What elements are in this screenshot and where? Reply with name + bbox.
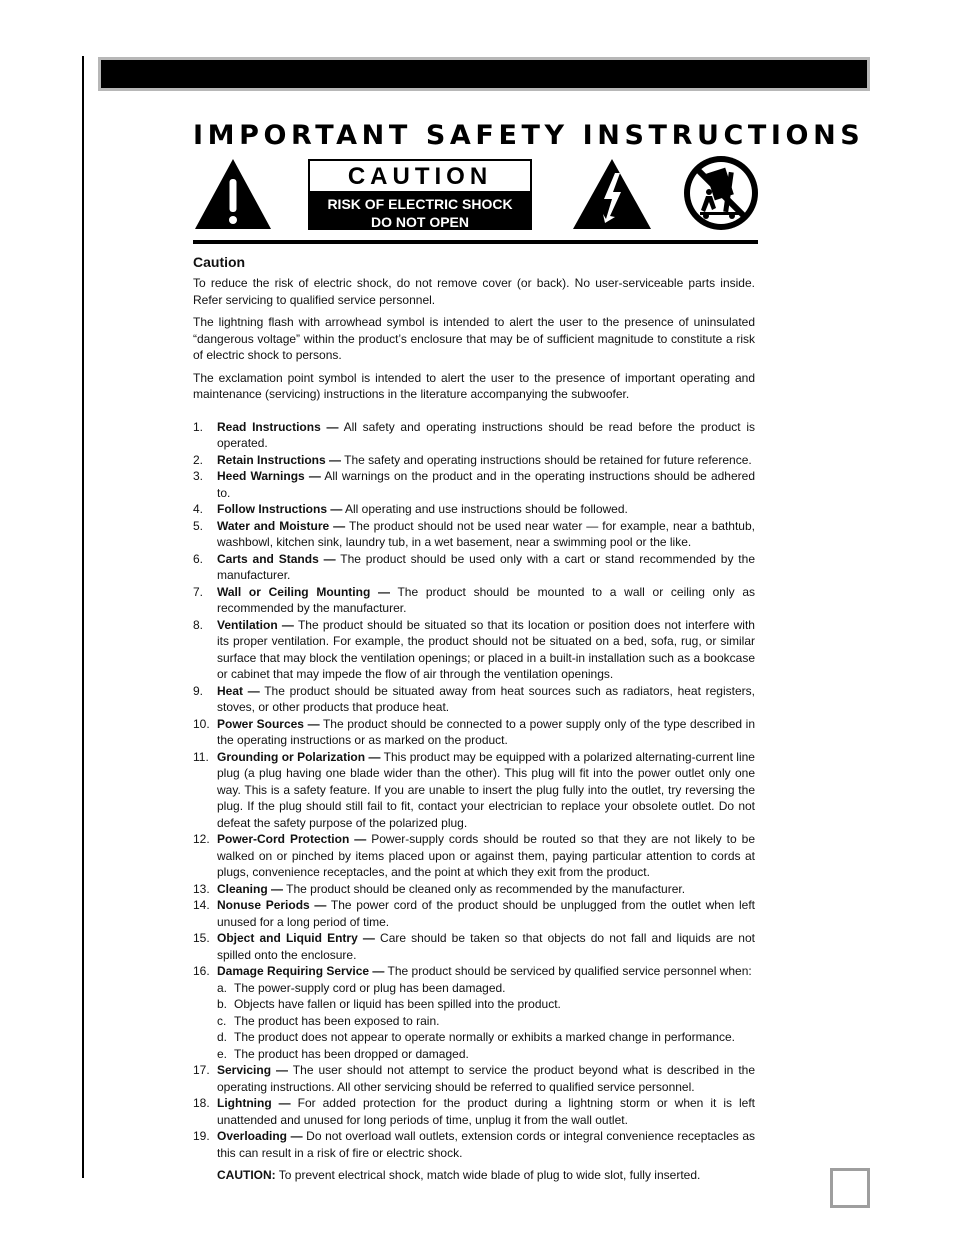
item-number: 19. (193, 1129, 210, 1143)
instruction-item (193, 452, 755, 469)
item-term: Heat — (217, 683, 260, 698)
exclamation-warning-icon (193, 157, 273, 231)
header-bar (98, 57, 870, 91)
instruction-item (193, 1095, 755, 1128)
item-term: Power-Cord Protection — (217, 832, 367, 846)
item-number: 3. (193, 469, 204, 483)
item-term: Water and Moisture — (217, 518, 346, 533)
title-rule (193, 240, 758, 244)
safety-content (193, 252, 755, 1184)
final-caution-label: CAUTION: (217, 1168, 276, 1182)
instruction-item (193, 584, 755, 617)
item-text: The product should not be used near water — for example, near a bathtub, washbowl, kitchen sink, laundry tub, in a wet basement, near a swimming pool or the like. (217, 518, 755, 549)
caution-line-2: DO NOT OPEN (370, 214, 469, 230)
caution-paragraph: To reduce the risk of electric shock, do not remove cover (or back). No user-serviceable parts inside. Refer servicing to qualified service personnel. (193, 276, 755, 307)
item-number: 18. (193, 1096, 210, 1110)
caution-paragraph: The exclamation point symbol is intended to alert the user to the presence of important operating and maintenance (servicing) instructions in the literature accompanying the subwoofer. (193, 370, 755, 401)
sublist-text: The power-supply cord or plug has been damaged. (234, 980, 506, 995)
sublist-item (217, 980, 755, 997)
item-term: Nonuse Periods — (217, 898, 327, 912)
item-text: The product should be situated away from heat sources such as radiators, heat registers, stoves, or other products that produce heat. (217, 683, 755, 714)
item-term: Power Sources — (217, 716, 320, 731)
item-term: Cleaning — (217, 881, 284, 896)
item-text: The safety and operating instructions should be retained for future reference. (341, 452, 752, 467)
lightning-bolt-warning-icon (571, 157, 653, 231)
item-text: The product should be mounted to a wall or ceiling only as recommended by the manufacturer. (217, 584, 755, 615)
item-term: Wall or Ceiling Mounting — (217, 584, 390, 599)
sublist-text: The product has been exposed to rain. (234, 1013, 440, 1028)
instruction-item (193, 897, 755, 930)
instruction-item (193, 617, 755, 683)
header-bar-fill (101, 60, 867, 88)
caution-heading: Caution (193, 254, 246, 270)
item-number: 14. (193, 898, 210, 912)
sublist-letter: b. (217, 997, 228, 1011)
instruction-item (193, 716, 755, 749)
item-text: This product may be equipped with a polarized alternating-current line plug (a plug having one blade wider than the other). This plug will fit into the power outlet only one way. This is a safety feature. If you are unable to insert the plug fully into the outlet, try reversing the plug. If the plug should still fail to fit, contact your electrician to replace your obsolete outlet. Do not defeat the safety purpose of the polarized plug. (217, 749, 755, 830)
item-term: Carts and Stands — (217, 551, 336, 566)
item-term: Grounding or Polarization — (217, 749, 381, 764)
item-text: Power-supply cords should be routed so that they are not likely to be walked on or pinched by items placed upon or against them, paying particular attention to cords at plugs, convenience receptacles, and the point at which they exit from the product. (217, 832, 756, 879)
item-number: 9. (193, 683, 204, 698)
item-term: Damage Requiring Service — (217, 964, 385, 978)
sublist-item (217, 1029, 755, 1046)
item-text: The product should be connected to a power supply only of the type described in the operating instructions or as marked on the product. (217, 716, 755, 747)
item-number: 2. (193, 452, 204, 467)
item-text: Care should be taken so that objects do not fall and liquids are not spilled onto the enclosure. (217, 931, 755, 962)
item-text: All warnings on the product and in the operating instructions should be adhered to. (217, 469, 755, 500)
item-number: 7. (193, 584, 204, 599)
final-caution-note (217, 1167, 755, 1184)
sublist-item (217, 1046, 755, 1063)
instruction-item (193, 930, 755, 963)
item-text: The user should not attempt to service the product beyond what is described in the operating instructions. All other servicing should be referred to qualified service personnel. (217, 1063, 755, 1094)
instruction-item (193, 468, 755, 501)
item-term: Retain Instructions — (217, 452, 342, 467)
instruction-item (193, 881, 755, 898)
instruction-item (193, 963, 755, 1062)
instruction-item (193, 419, 755, 452)
sublist-text: Objects have fallen or liquid has been spilled into the product. (234, 997, 561, 1011)
page-number-box (830, 1168, 870, 1208)
item-text: Do not overload wall outlets, extension cords or integral convenience receptacles as this can result in a risk of fire or electric shock. (217, 1129, 755, 1160)
instruction-item (193, 518, 755, 551)
sublist-text: The product does not appear to operate normally or exhibits a marked change in performance. (234, 1030, 735, 1044)
sublist-letter: c. (217, 1013, 227, 1028)
item-number: 13. (193, 881, 210, 896)
instruction-item (193, 683, 755, 716)
item-number: 1. (193, 419, 204, 434)
caution-line-1: RISK OF ELECTRIC SHOCK (327, 196, 513, 212)
sublist-text: The product has been dropped or damaged. (234, 1046, 469, 1061)
sublist-letter: d. (217, 1030, 228, 1044)
sublist-item (217, 996, 755, 1013)
caution-paragraph: The lightning flash with arrowhead symbol is intended to alert the user to the presence of uninsulated “dangerous voltage” within the product’s enclosure that may be of sufficient magnitude to constitute a risk of electric shock to persons. (193, 315, 755, 362)
item-term: Servicing — (217, 1063, 289, 1077)
final-caution-text: To prevent electrical shock, match wide blade of plug to wide slot, fully inserted. (275, 1168, 701, 1182)
item-number: 8. (193, 617, 204, 632)
item-text: All operating and use instructions should be followed. (342, 502, 628, 516)
item-term: Lightning — (217, 1096, 291, 1110)
sublist-letter: e. (217, 1046, 228, 1061)
item-number: 16. (193, 964, 210, 978)
caution-label (308, 159, 532, 230)
instruction-item (193, 551, 755, 584)
item-text: All safety and operating instructions should be read before the product is operated. (217, 419, 756, 450)
item-number: 10. (193, 716, 210, 731)
instruction-item (193, 1128, 755, 1161)
item-text: The product should be used only with a cart or stand recommended by the manufacturer. (217, 551, 755, 582)
item-number: 6. (193, 551, 204, 566)
item-number: 4. (193, 502, 204, 516)
instruction-list (193, 419, 755, 1162)
item-text: For added protection for the product during a lightning storm or when it is left unattended and unused for long periods of time, unplug it from the wall outlet. (217, 1096, 755, 1127)
instruction-item (193, 501, 755, 518)
cart-tip-over-warning-icon (682, 154, 760, 232)
page-title: IMPORTANT SAFETY INSTRUCTIONS (193, 120, 865, 151)
item-number: 12. (193, 832, 210, 846)
left-margin-rule (82, 56, 84, 1178)
item-term: Overloading — (217, 1129, 303, 1143)
sublist-item (217, 1013, 755, 1030)
item-text: The product should be cleaned only as recommended by the manufacturer. (283, 881, 686, 896)
instruction-item (193, 831, 755, 881)
damage-sublist (217, 980, 755, 1063)
item-number: 11. (193, 749, 209, 764)
instruction-item (193, 749, 755, 832)
item-text: The power cord of the product should be unplugged from the outlet when left unused for a long period of time. (217, 898, 755, 929)
item-term: Read Instructions — (217, 419, 339, 434)
item-term: Ventilation — (217, 617, 294, 632)
sublist-letter: a. (217, 980, 228, 995)
item-number: 17. (193, 1063, 210, 1077)
item-number: 15. (193, 931, 210, 945)
item-term: Follow Instructions — (217, 502, 343, 516)
item-term: Heed Warnings — (217, 469, 321, 483)
item-text: The product should be serviced by qualified service personnel when: (384, 964, 752, 978)
instruction-item (193, 1062, 755, 1095)
item-text: The product should be situated so that its location or position does not interfere with its proper ventilation. For example, the product should not be situated on a bed, sofa, rug, or similar surface that may block the ventilation openings; or placed in a built-in installation such as a bookcase or cabinet that may impede the flow of air through the ventilation openings. (217, 617, 755, 681)
item-number: 5. (193, 518, 204, 533)
caution-word: CAUTION (310, 161, 530, 191)
item-term: Object and Liquid Entry — (217, 931, 375, 945)
